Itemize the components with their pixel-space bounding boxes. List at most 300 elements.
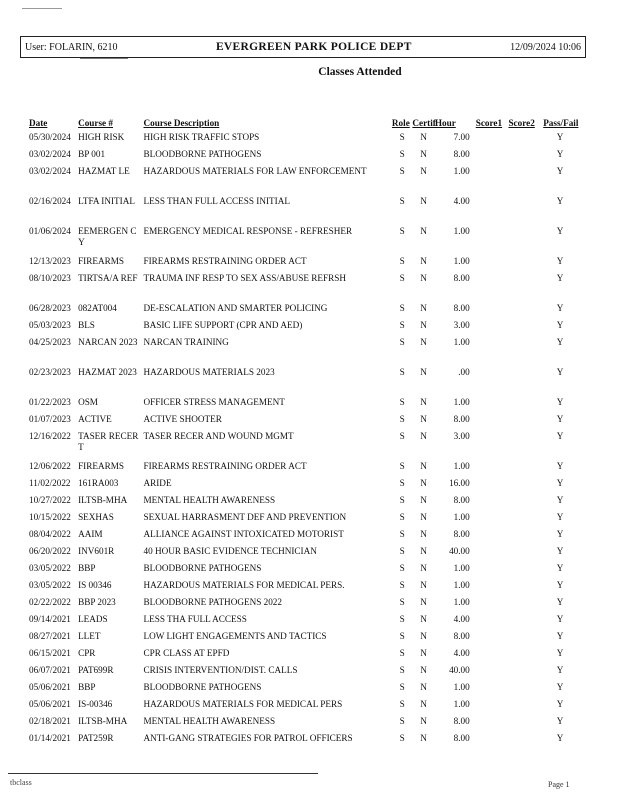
cell-date: 09/14/2021 [29, 614, 71, 624]
cell-role: S [399, 414, 405, 424]
cell-pass: Y [556, 132, 564, 142]
cell-description: FIREARMS RESTRAINING ORDER ACT [143, 256, 307, 266]
cell-hours: 4.00 [453, 648, 470, 658]
cell-certif: N [420, 546, 427, 556]
cell-date: 06/28/2023 [29, 303, 71, 313]
cell-date: 03/05/2022 [29, 563, 71, 573]
cell-score2 [508, 414, 543, 431]
cell-role: S [399, 431, 405, 441]
col-header-certif: Certif [412, 118, 436, 128]
cell-role: S [399, 303, 405, 313]
cell-score2 [508, 682, 543, 699]
cell-certif: N [420, 699, 427, 709]
cell-course: IS 00346 [78, 580, 112, 590]
cell-score2 [508, 597, 543, 614]
cell-certif: N [420, 512, 427, 522]
cell-certif: N [420, 166, 427, 176]
cell-score1 [476, 563, 509, 580]
cell-certif: N [420, 149, 427, 159]
report-header [20, 36, 586, 58]
cell-pass: Y [556, 166, 564, 176]
cell-certif: N [420, 614, 427, 624]
cell-score2 [508, 132, 543, 149]
cell-score2 [508, 149, 543, 166]
table-row [29, 367, 577, 397]
cell-pass: Y [556, 597, 564, 607]
cell-pass: Y [556, 226, 564, 236]
cell-date: 01/22/2023 [29, 397, 71, 407]
cell-description: LOW LIGHT ENGAGEMENTS AND TACTICS [143, 631, 327, 641]
cell-date: 05/06/2021 [29, 682, 71, 692]
cell-score1 [476, 149, 509, 166]
cell-certif: N [420, 273, 427, 283]
table-row [29, 682, 577, 699]
cell-certif: N [420, 495, 427, 505]
table-row [29, 320, 577, 337]
page-number: Page 1 [548, 780, 570, 789]
cell-description: ACTIVE SHOOTER [143, 414, 222, 424]
cell-score1 [476, 495, 509, 512]
cell-course: PAT699R [78, 665, 114, 675]
header-underline-mark [80, 58, 128, 59]
cell-hours: 1.00 [453, 563, 470, 573]
cell-score1 [476, 337, 509, 367]
cell-date: 06/07/2021 [29, 665, 71, 675]
cell-description: BASIC LIFE SUPPORT (CPR AND AED) [143, 320, 303, 330]
cell-role: S [399, 495, 405, 505]
cell-score1 [476, 132, 509, 149]
cell-course: BP 001 [78, 149, 106, 159]
cell-score2 [508, 665, 543, 682]
table-body [29, 132, 577, 750]
cell-score2 [508, 397, 543, 414]
classes-table [29, 118, 577, 750]
col-header-score2: Score2 [508, 118, 535, 128]
cell-hours: 8.00 [453, 529, 470, 539]
cell-score1 [476, 665, 509, 682]
cell-date: 08/10/2023 [29, 273, 71, 283]
cell-hours: 8.00 [453, 414, 470, 424]
cell-hours: 8.00 [453, 149, 470, 159]
cell-score1 [476, 580, 509, 597]
user-label: User: FOLARIN, 6210 [25, 41, 118, 53]
cell-certif: N [420, 597, 427, 607]
table-row [29, 478, 577, 495]
cell-score2 [508, 716, 543, 733]
cell-pass: Y [556, 546, 564, 556]
cell-pass: Y [556, 631, 564, 641]
cell-certif: N [420, 256, 427, 266]
cell-course: 161RA003 [78, 478, 119, 488]
cell-score2 [508, 699, 543, 716]
cell-score1 [476, 256, 509, 273]
cell-description: ARIDE [143, 478, 172, 488]
cell-pass: Y [556, 414, 564, 424]
cell-score2 [508, 196, 543, 226]
cell-pass: Y [556, 320, 564, 330]
cell-certif: N [420, 529, 427, 539]
cell-description: EMERGENCY MEDICAL RESPONSE - REFRESHER [143, 226, 353, 236]
cell-description: HAZARDOUS MATERIALS FOR MEDICAL PERS. [143, 580, 345, 590]
cell-pass: Y [556, 665, 564, 675]
table-row [29, 614, 577, 631]
cell-description: MENTAL HEALTH AWARENESS [143, 716, 276, 726]
cell-hours: 4.00 [453, 614, 470, 624]
cell-score1 [476, 631, 509, 648]
cell-pass: Y [556, 580, 564, 590]
cell-role: S [399, 631, 405, 641]
table-row [29, 631, 577, 648]
table-row [29, 733, 577, 750]
cell-description: FIREARMS RESTRAINING ORDER ACT [143, 461, 307, 471]
cell-role: S [399, 716, 405, 726]
cell-date: 12/16/2022 [29, 431, 71, 441]
cell-hours: .00 [458, 367, 470, 377]
cell-score1 [476, 478, 509, 495]
cell-score2 [508, 273, 543, 303]
cell-hours: 8.00 [453, 273, 470, 283]
cell-score2 [508, 563, 543, 580]
table-row [29, 665, 577, 682]
col-header-role: Role [391, 118, 410, 128]
cell-course: LTFA INITIAL [78, 196, 135, 206]
cell-date: 01/06/2024 [29, 226, 71, 236]
cell-hours: 1.00 [453, 682, 470, 692]
cell-pass: Y [556, 149, 564, 159]
cell-description: HAZARDOUS MATERIALS FOR LAW ENFORCEMENT [143, 166, 367, 176]
cell-pass: Y [556, 648, 564, 658]
cell-score2 [508, 320, 543, 337]
cell-score1 [476, 529, 509, 546]
cell-hours: 8.00 [453, 716, 470, 726]
cell-role: S [399, 397, 405, 407]
col-header-date: Date [29, 118, 48, 128]
cell-score2 [508, 512, 543, 529]
col-header-score1: Score1 [475, 118, 503, 128]
cell-score2 [508, 733, 543, 750]
cell-score2 [508, 648, 543, 665]
cell-score1 [476, 461, 509, 478]
cell-date: 03/05/2022 [29, 580, 71, 590]
cell-score2 [508, 546, 543, 563]
cell-score2 [508, 226, 543, 256]
cell-score2 [508, 367, 543, 397]
cell-description: ANTI-GANG STRATEGIES FOR PATROL OFFICERS [143, 733, 353, 743]
cell-hours: 16.00 [449, 478, 470, 488]
cell-certif: N [420, 337, 427, 347]
cell-role: S [399, 733, 405, 743]
cell-course: HAZMAT LE [78, 166, 130, 176]
cell-course: IS-00346 [78, 699, 113, 709]
cell-score1 [476, 414, 509, 431]
cell-score2 [508, 580, 543, 597]
cell-certif: N [420, 461, 427, 471]
cell-date: 02/22/2022 [29, 597, 71, 607]
top-rule [22, 8, 62, 9]
cell-role: S [399, 478, 405, 488]
cell-certif: N [420, 397, 427, 407]
cell-score1 [476, 196, 509, 226]
cell-score1 [476, 303, 509, 320]
table-row [29, 397, 577, 414]
cell-description: 40 HOUR BASIC EVIDENCE TECHNICIAN [143, 546, 317, 556]
cell-role: S [399, 132, 405, 142]
cell-course: FIREARMS [78, 256, 125, 266]
cell-description: MENTAL HEALTH AWARENESS [143, 495, 276, 505]
cell-certif: N [420, 478, 427, 488]
cell-date: 10/27/2022 [29, 495, 71, 505]
cell-score1 [476, 648, 509, 665]
cell-certif: N [420, 580, 427, 590]
cell-score2 [508, 495, 543, 512]
table-row [29, 337, 577, 367]
cell-role: S [399, 226, 405, 236]
table-header-row [29, 118, 577, 132]
cell-role: S [399, 367, 405, 377]
cell-certif: N [420, 431, 427, 441]
cell-course: HAZMAT 2023 [78, 367, 137, 377]
cell-date: 06/15/2021 [29, 648, 71, 658]
cell-role: S [399, 580, 405, 590]
table-row [29, 716, 577, 733]
cell-hours: 1.00 [453, 166, 470, 176]
table-row [29, 132, 577, 149]
cell-hours: 1.00 [453, 699, 470, 709]
cell-date: 01/07/2023 [29, 414, 71, 424]
cell-score1 [476, 273, 509, 303]
cell-course: BBP [78, 563, 96, 573]
table-row [29, 563, 577, 580]
cell-hours: 1.00 [453, 461, 470, 471]
cell-description: CRISIS INTERVENTION/DIST. CALLS [143, 665, 298, 675]
cell-course: OSM [78, 397, 98, 407]
cell-date: 02/23/2023 [29, 367, 71, 377]
cell-description: HIGH RISK TRAFFIC STOPS [143, 132, 260, 142]
cell-role: S [399, 597, 405, 607]
cell-date: 04/25/2023 [29, 337, 71, 347]
cell-course: SEXHAS [78, 512, 114, 522]
cell-score2 [508, 303, 543, 320]
cell-course: INV601R [78, 546, 115, 556]
cell-course: TASER RECERT [78, 431, 139, 452]
cell-hours: 1.00 [453, 397, 470, 407]
cell-score2 [508, 256, 543, 273]
cell-course: CPR [78, 648, 96, 658]
table-row [29, 303, 577, 320]
cell-hours: 1.00 [453, 256, 470, 266]
cell-certif: N [420, 716, 427, 726]
cell-course: LEADS [78, 614, 108, 624]
cell-description: LESS THA FULL ACCESS [143, 614, 247, 624]
cell-hours: 1.00 [453, 226, 470, 236]
cell-certif: N [420, 563, 427, 573]
table-row [29, 166, 577, 196]
cell-pass: Y [556, 337, 564, 347]
table-row [29, 699, 577, 716]
cell-pass: Y [556, 256, 564, 266]
cell-pass: Y [556, 733, 564, 743]
cell-score2 [508, 478, 543, 495]
cell-date: 08/27/2021 [29, 631, 71, 641]
cell-hours: 7.00 [453, 132, 470, 142]
cell-hours: 40.00 [449, 546, 470, 556]
cell-description: OFFICER STRESS MANAGEMENT [143, 397, 285, 407]
cell-course: ILTSB-MHA [78, 495, 128, 505]
cell-hours: 8.00 [453, 631, 470, 641]
cell-date: 03/02/2024 [29, 149, 71, 159]
table-row [29, 414, 577, 431]
cell-course: TIRTSA/A REF [78, 273, 138, 283]
cell-hours: 1.00 [453, 512, 470, 522]
cell-role: S [399, 273, 405, 283]
cell-score1 [476, 682, 509, 699]
cell-course: FIREARMS [78, 461, 125, 471]
cell-role: S [399, 166, 405, 176]
cell-hours: 1.00 [453, 597, 470, 607]
cell-certif: N [420, 132, 427, 142]
cell-pass: Y [556, 682, 564, 692]
table-row [29, 273, 577, 303]
cell-date: 08/04/2022 [29, 529, 71, 539]
cell-role: S [399, 196, 405, 206]
cell-description: DE-ESCALATION AND SMARTER POLICING [143, 303, 328, 313]
report-title: Classes Attended [318, 66, 402, 78]
cell-description: CPR CLASS AT EPFD [143, 648, 230, 658]
cell-certif: N [420, 303, 427, 313]
cell-pass: Y [556, 563, 564, 573]
cell-score1 [476, 597, 509, 614]
cell-hours: 3.00 [453, 320, 470, 330]
cell-score2 [508, 529, 543, 546]
cell-score2 [508, 166, 543, 196]
cell-date: 05/06/2021 [29, 699, 71, 709]
col-header-description: Course Description [143, 118, 220, 128]
col-header-hour: Hour [434, 118, 456, 128]
cell-hours: 4.00 [453, 196, 470, 206]
footer-report-name: tbclass [10, 778, 32, 787]
cell-certif: N [420, 226, 427, 236]
cell-pass: Y [556, 303, 564, 313]
cell-description: NARCAN TRAINING [143, 337, 229, 347]
cell-role: S [399, 665, 405, 675]
cell-course: BBP 2023 [78, 597, 116, 607]
cell-certif: N [420, 733, 427, 743]
cell-description: SEXUAL HARRASMENT DEF AND PREVENTION [143, 512, 347, 522]
cell-pass: Y [556, 699, 564, 709]
table-row [29, 226, 577, 256]
cell-course: PAT259R [78, 733, 114, 743]
cell-certif: N [420, 367, 427, 377]
cell-certif: N [420, 631, 427, 641]
cell-date: 12/13/2023 [29, 256, 71, 266]
cell-hours: 8.00 [453, 495, 470, 505]
cell-pass: Y [556, 273, 564, 283]
cell-course: ACTIVE [78, 414, 112, 424]
cell-course: EEMERGEN CY [78, 226, 137, 247]
cell-course: ILTSB-MHA [78, 716, 128, 726]
cell-description: TASER RECER AND WOUND MGMT [143, 431, 294, 441]
cell-date: 02/18/2021 [29, 716, 71, 726]
cell-role: S [399, 682, 405, 692]
table-row [29, 461, 577, 478]
cell-hours: 1.00 [453, 580, 470, 590]
cell-date: 06/20/2022 [29, 546, 71, 556]
cell-course: 082AT004 [78, 303, 117, 313]
cell-score1 [476, 397, 509, 414]
cell-date: 10/15/2022 [29, 512, 71, 522]
cell-certif: N [420, 682, 427, 692]
cell-description: BLOODBORNE PATHOGENS 2022 [143, 597, 282, 607]
cell-pass: Y [556, 614, 564, 624]
cell-score1 [476, 320, 509, 337]
table-row [29, 546, 577, 563]
table-row [29, 597, 577, 614]
cell-role: S [399, 256, 405, 266]
cell-course: LLET [78, 631, 101, 641]
table-row [29, 149, 577, 166]
cell-score2 [508, 614, 543, 631]
footer-rule [8, 773, 318, 774]
cell-score1 [476, 716, 509, 733]
cell-description: HAZARDOUS MATERIALS FOR MEDICAL PERS [143, 699, 343, 709]
cell-pass: Y [556, 461, 564, 471]
cell-date: 02/16/2024 [29, 196, 71, 206]
cell-date: 12/06/2022 [29, 461, 71, 471]
cell-role: S [399, 529, 405, 539]
cell-pass: Y [556, 367, 564, 377]
cell-date: 01/14/2021 [29, 733, 71, 743]
cell-description: BLOODBORNE PATHOGENS [143, 149, 262, 159]
col-header-course: Course # [78, 118, 114, 128]
cell-score2 [508, 431, 543, 461]
cell-role: S [399, 699, 405, 709]
cell-course: BBP [78, 682, 96, 692]
department-name: EVERGREEN PARK POLICE DEPT [215, 41, 412, 53]
cell-description: TRAUMA INF RESP TO SEX ASS/ABUSE REFRSH [143, 273, 347, 283]
cell-score1 [476, 226, 509, 256]
cell-date: 05/03/2023 [29, 320, 71, 330]
table-row [29, 495, 577, 512]
cell-description: HAZARDOUS MATERIALS 2023 [143, 367, 275, 377]
cell-pass: Y [556, 478, 564, 488]
cell-pass: Y [556, 716, 564, 726]
cell-score1 [476, 431, 509, 461]
cell-certif: N [420, 320, 427, 330]
cell-role: S [399, 512, 405, 522]
cell-description: LESS THAN FULL ACCESS INITIAL [143, 196, 290, 206]
cell-pass: Y [556, 495, 564, 505]
cell-pass: Y [556, 529, 564, 539]
table-row [29, 648, 577, 665]
cell-score1 [476, 512, 509, 529]
cell-pass: Y [556, 397, 564, 407]
cell-description: ALLIANCE AGAINST INTOXICATED MOTORIST [143, 529, 344, 539]
cell-course: HIGH RISK [78, 132, 125, 142]
cell-role: S [399, 614, 405, 624]
cell-role: S [399, 563, 405, 573]
cell-role: S [399, 461, 405, 471]
table-row [29, 580, 577, 597]
cell-score1 [476, 614, 509, 631]
cell-date: 05/30/2024 [29, 132, 71, 142]
cell-date: 11/02/2022 [29, 478, 71, 488]
cell-pass: Y [556, 196, 564, 206]
cell-score1 [476, 699, 509, 716]
table-row [29, 196, 577, 226]
cell-role: S [399, 337, 405, 347]
cell-score2 [508, 461, 543, 478]
cell-certif: N [420, 665, 427, 675]
